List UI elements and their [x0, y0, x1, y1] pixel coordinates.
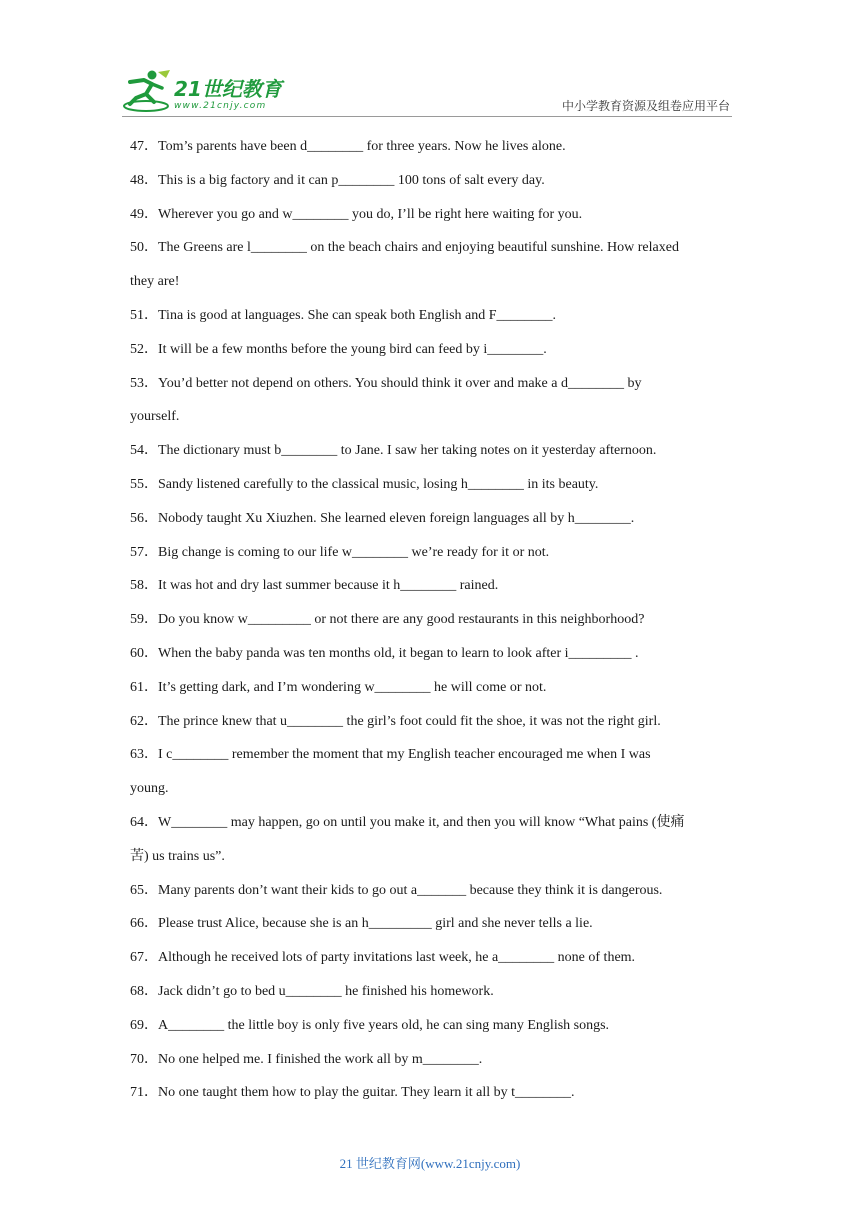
page-footer[interactable]: 21 世纪教育网(www.21cnjy.com): [339, 1156, 521, 1171]
question-line: 67．Although he received lots of party invitations last week, he a________ none of them.: [130, 950, 636, 966]
header-tagline: 中小学教育资源及组卷应用平台: [561, 99, 730, 113]
question-line: 47．Tom’s parents have been d________ for three years. Now he lives alone.: [130, 139, 566, 154]
question-line: young.: [130, 781, 169, 797]
runner-logo-icon: [122, 68, 174, 114]
question-line: 51．Tina is good at languages. She can speak both English and F________.: [130, 307, 557, 323]
question-line: 60．When the baby panda was ten months old, it began to learn to look after i_________ .: [130, 645, 639, 661]
question-line: 49．Wherever you go and w________ you do, I’ll be right here waiting for you.: [130, 206, 583, 222]
question-line: yourself.: [130, 409, 180, 425]
question-line: 68．Jack didn’t go to bed u________ he finished his homework.: [130, 983, 494, 999]
question-line: 54．The dictionary must b________ to Jane. I saw her taking notes on it yesterday afternoon.: [130, 443, 657, 459]
question-line: 64．W________ may happen, go on until you make it, and then you will know “What pains (使痛: [130, 814, 685, 830]
brand-url: www.21cnjy.com: [174, 101, 267, 111]
question-line: 69．A________ the little boy is only five years old, he can sing many English songs.: [130, 1017, 610, 1033]
question-line: 66．Please trust Alice, because she is an h_________ girl and she never tells a lie.: [130, 916, 593, 932]
question-line: 58．It was hot and dry last summer because it h________ rained.: [130, 578, 499, 594]
brand-name: 21世纪教育: [174, 77, 282, 101]
question-line: 63．I c________ remember the moment that my English teacher encouraged me when I was: [130, 747, 651, 763]
question-line: 52．It will be a few months before the young bird can feed by i________.: [130, 341, 547, 357]
question-line: 61．It’s getting dark, and I’m wondering w________ he will come or not.: [130, 679, 547, 695]
question-line: 59．Do you know w_________ or not there are any good restaurants in this neighborhood?: [130, 612, 645, 628]
question-line: 48．This is a big factory and it can p________ 100 tons of salt every day.: [130, 172, 545, 188]
question-line: 55．Sandy listened carefully to the classical music, losing h________ in its beauty.: [130, 476, 599, 492]
question-line: 71．No one taught them how to play the guitar. They learn it all by t________.: [130, 1085, 575, 1101]
question-line: 50．The Greens are l________ on the beach chairs and enjoying beautiful sunshine. How relaxed: [130, 240, 679, 256]
question-line: 62．The prince knew that u________ the girl’s foot could fit the shoe, it was not the right girl.: [130, 713, 661, 729]
header-divider: [122, 116, 732, 117]
question-line: 56．Nobody taught Xu Xiuzhen. She learned eleven foreign languages all by h________.: [130, 510, 635, 526]
brand-logo: [122, 68, 292, 116]
question-line: 57．Big change is coming to our life w________ we’re ready for it or not.: [130, 544, 550, 560]
question-list: [130, 130, 730, 1110]
question-line: 70．No one helped me. I finished the work all by m________.: [130, 1051, 483, 1067]
question-line: 苦) us trains us”.: [130, 848, 225, 864]
question-line: they are!: [130, 274, 180, 290]
page-header: [0, 0, 860, 125]
question-line: 53．You’d better not depend on others. You should think it over and make a d________ by: [130, 375, 642, 391]
question-line: 65．Many parents don’t want their kids to go out a_______ because they think it is dangerous.: [130, 882, 663, 898]
